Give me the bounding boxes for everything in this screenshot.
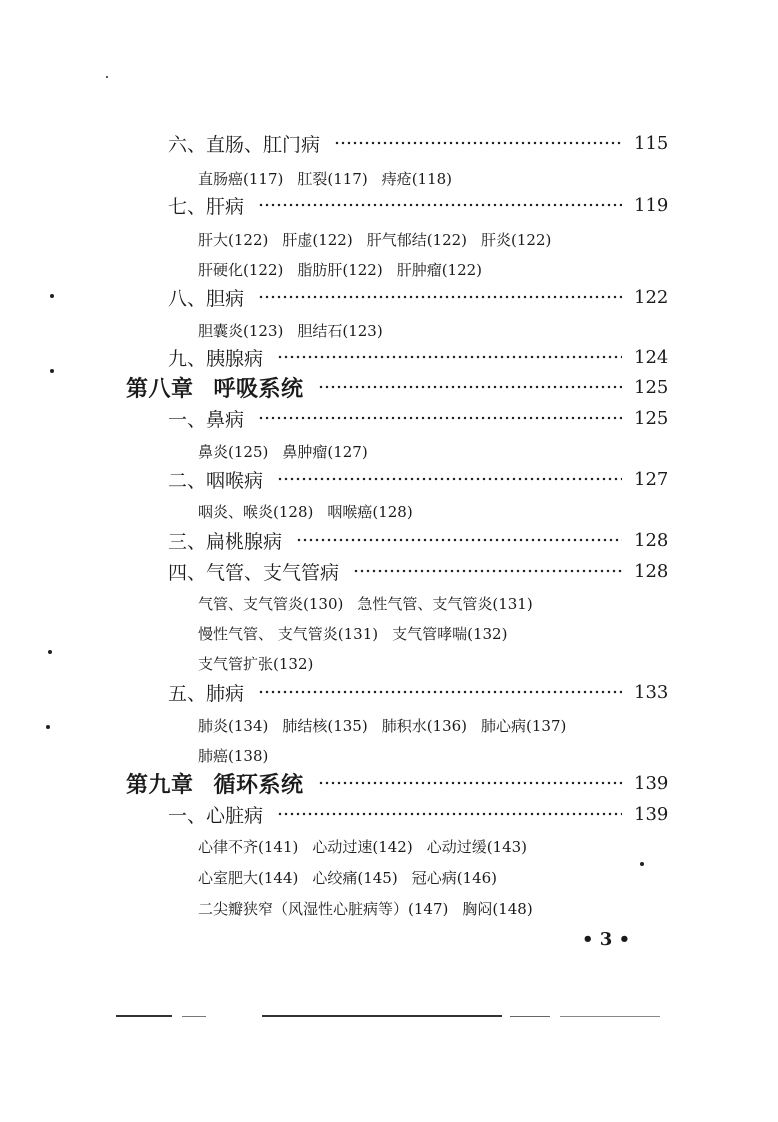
subentry[interactable]: 肝炎(122) [481,230,552,249]
page-number: 139 [634,803,669,825]
subentry-line [198,622,507,644]
subentry-line [198,167,452,189]
toc-entry-heart[interactable] [168,799,669,829]
toc-chapter-circulatory[interactable] [126,768,669,798]
subentry-line [198,592,533,614]
page-number: 124 [634,346,669,368]
page-number: 127 [634,468,669,490]
subentry-line [198,228,551,250]
toc-entry-rectum-anus[interactable] [168,128,669,158]
subentry-line [198,319,383,341]
subentry[interactable]: 慢性气管、 支气管炎(131) [198,624,379,643]
dot-leader [277,477,622,481]
subentry[interactable]: 心律不齐(141) [198,837,299,856]
subentry[interactable]: 心室肥大(144) [198,868,299,887]
subentry-line [198,866,497,888]
chapter-title [126,768,304,799]
subentry-line [198,714,566,736]
subentry-line [198,440,368,462]
subentry[interactable]: 肝气郁结(122) [366,230,468,249]
dot-leader [258,203,622,207]
subentry[interactable]: 胸闷(148) [462,899,533,918]
subentry[interactable]: 肝大(122) [198,230,269,249]
toc-entry-throat[interactable] [168,464,669,494]
dot-leader [277,812,622,816]
subentry-line [198,258,482,280]
subentry[interactable]: 鼻肿瘤(127) [282,442,368,461]
scan-line [182,1016,206,1017]
chapter-name: 循环系统 [213,771,304,798]
subentry[interactable]: 肺炎(134) [198,716,269,735]
subentry[interactable]: 肺心病(137) [481,716,567,735]
subentry-line [198,835,527,857]
scan-speck [46,725,50,729]
toc-entry-pancreas[interactable] [168,342,669,372]
subentry[interactable]: 肝硬化(122) [198,260,284,279]
subentry[interactable]: 心动过缓(143) [426,837,528,856]
subentry[interactable]: 气管、支气管炎(130) [198,594,344,613]
entry-title: 六、直肠、肛门病 [168,133,321,156]
scan-line [510,1016,550,1017]
entry-title: 二、咽喉病 [168,469,264,492]
dot-leader [334,141,622,145]
entry-title: 四、气管、支气管病 [168,561,340,584]
page-number: 119 [634,194,669,216]
subentry[interactable]: 胆结石(123) [297,321,383,340]
subentry-line [198,897,533,919]
subentry[interactable]: 支气管哮喘(132) [392,624,508,643]
toc-entry-liver[interactable] [168,190,669,220]
page-number: 125 [634,376,669,398]
page-number: 125 [634,407,669,429]
toc-entry-lung[interactable] [168,677,669,707]
dot-leader [296,538,622,542]
chapter-title [126,372,304,403]
subentry[interactable]: 肝虚(122) [282,230,353,249]
chapter-number: 第九章 [126,771,194,798]
subentry[interactable]: 急性气管、支气管炎(131) [357,594,533,613]
chapter-name: 呼吸系统 [213,375,304,402]
subentry[interactable]: 冠心病(146) [411,868,498,887]
dot-leader [318,385,622,389]
dot-leader [353,569,622,573]
toc-entry-nose[interactable] [168,403,669,433]
subentry[interactable]: 心绞痛(145) [312,868,398,887]
subentry-line [198,744,268,766]
scan-speck [50,294,54,298]
subentry[interactable]: 鼻炎(125) [198,442,269,461]
scan-speck [106,76,108,78]
entry-title: 三、扁桃腺病 [168,530,283,553]
entry-title: 五、肺病 [168,682,245,705]
subentry[interactable]: 肺积水(136) [381,716,468,735]
subentry[interactable]: 胆囊炎(123) [198,321,284,340]
subentry[interactable]: 咽炎、喉炎(128) [198,502,314,521]
subentry-line [198,652,313,674]
subentry[interactable]: 直肠癌(117) [198,169,284,188]
page-number: 128 [634,529,669,551]
subentry[interactable]: 肝肿瘤(122) [396,260,483,279]
page-number: 122 [634,286,669,308]
toc-entry-gallbladder[interactable] [168,282,669,312]
page-number: 133 [634,681,669,703]
subentry[interactable]: 心动过速(142) [312,837,413,856]
scan-speck [640,862,644,866]
toc-entry-tonsil[interactable] [168,525,669,555]
page-number: 139 [634,772,669,794]
entry-title: 九、胰腺病 [168,347,264,370]
dot-leader [258,690,622,694]
subentry[interactable]: 肺结核(135) [282,716,368,735]
subentry[interactable]: 痔疮(118) [381,169,453,188]
subentry-line [198,500,413,522]
chapter-number: 第八章 [126,375,194,402]
dot-leader [258,416,622,420]
page-folio: • 3 • [582,929,631,950]
scan-speck [48,650,52,654]
subentry[interactable]: 肺癌(138) [198,746,269,765]
subentry[interactable]: 二尖瓣狭窄（风湿性心脏病等）(147) [198,899,449,918]
scan-line [116,1015,172,1017]
entry-title: 一、鼻病 [168,408,245,431]
entry-title: 七、肝病 [168,195,245,218]
subentry[interactable]: 肛裂(117) [297,169,368,188]
toc-entry-trachea-bronchus[interactable] [168,556,669,586]
subentry[interactable]: 支气管扩张(132) [198,654,314,673]
dot-leader [277,355,622,359]
entry-title: 一、心脏病 [168,804,264,827]
scan-line [560,1016,660,1017]
entry-title: 八、胆病 [168,287,245,310]
dot-leader [258,295,622,299]
subentry[interactable]: 脂肪肝(122) [297,260,383,279]
page-number: 115 [634,132,669,154]
subentry[interactable]: 咽喉癌(128) [327,502,413,521]
scan-speck [50,369,54,373]
toc-chapter-respiratory[interactable] [126,372,669,402]
dot-leader [318,781,622,785]
page-number: 128 [634,560,669,582]
scan-line [262,1015,502,1017]
